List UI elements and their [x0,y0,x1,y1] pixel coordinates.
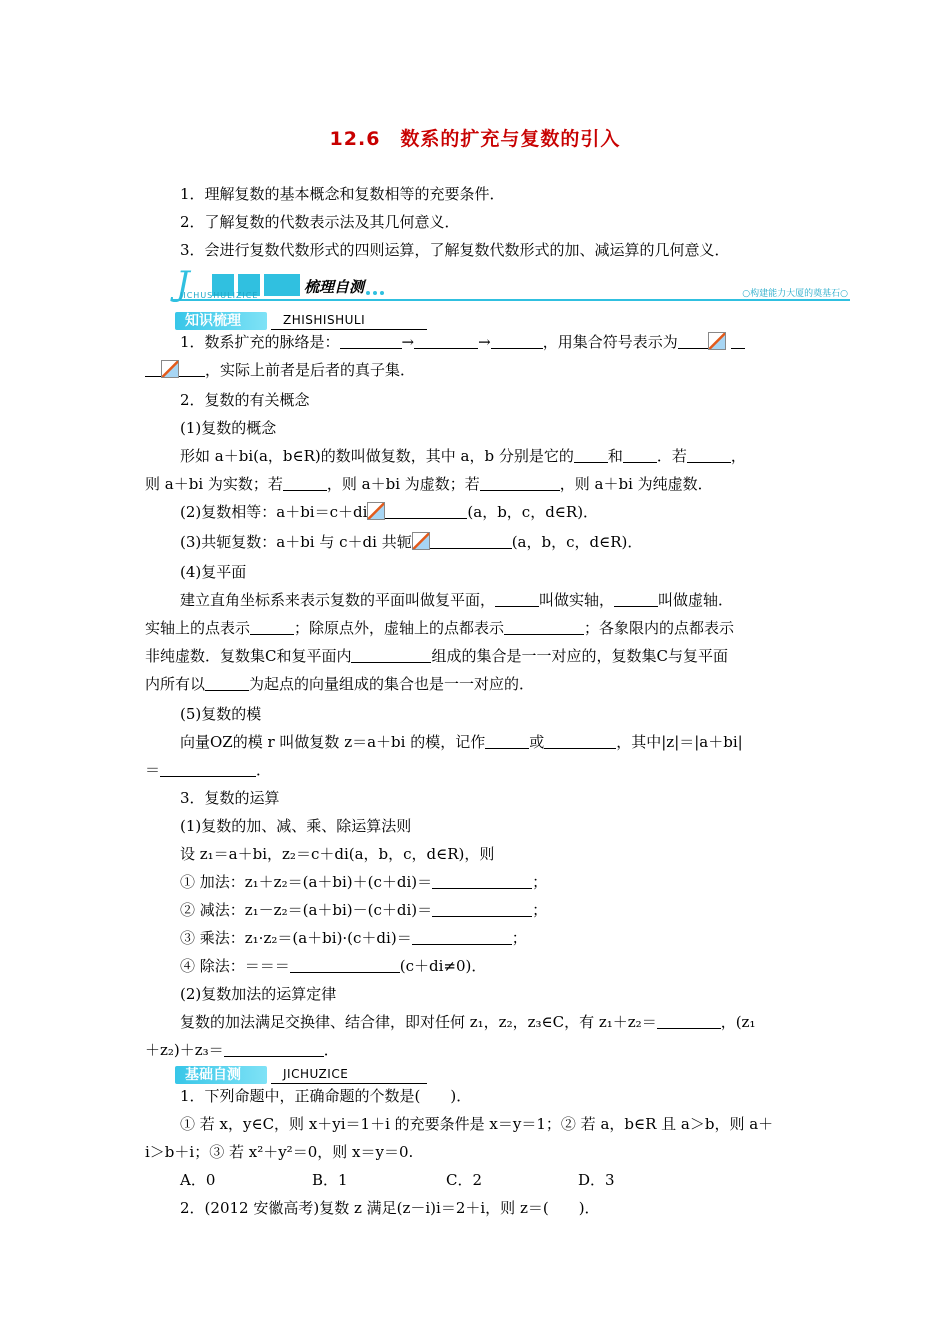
text-line: 复数的加法满足交换律、结合律，即对任何 z₁，z₂，z₃∈C，有 z₁＋z₂＝ ，(z₁ [180,1013,756,1031]
text-line: (3)共轭复数：a＋bi 与 c＋di 共轭 (a，b，c，d∈R)． [180,533,643,551]
text-line: ，实际上前者是后者的真子集． [145,360,415,380]
text-line: (2)复数相等：a＋bi＝c＋di (a，b，c，d∈R)． [180,503,599,521]
question-1-text: i＞b＋i；③ 若 x²＋y²＝0，则 x＝y＝0. [145,1143,414,1161]
question-1-text: ① 若 x，y∈C，则 x＋yi＝1＋i 的充要条件是 x＝y＝1；② 若 a，b∈R 且 a＞b，则 a＋ [180,1115,774,1133]
question-2: 2．(2012 安徽高考)复数 z 满足(z－i)i＝2＋i，则 z＝( )． [180,1199,600,1217]
broken-image-icon [367,502,385,520]
tag-underline [271,1083,427,1084]
text-line: ＝ ． [145,761,272,779]
objective-1: 1．理解复数的基本概念和复数相等的充要条件． [180,185,505,203]
tag-pinyin: ZHISHISHULI [283,313,366,327]
option-d: D．3 [578,1171,615,1189]
tag-pinyin: JICHUZICE [283,1067,349,1081]
text-line: 内所有以 为起点的向量组成的集合也是一一对应的． [145,675,535,693]
objective-2: 2．了解复数的代数表示法及其几何意义． [180,213,460,231]
text-line: 实轴上的点表示 ；除原点外，虚轴上的点都表示 ；各象限内的点都表示 [145,619,735,637]
text-line: 向量OZ的模 r 叫做复数 z＝a＋bi 的模，记作 或 ，其中|z|＝|a＋bi| [180,733,743,751]
section-tag-basic [175,1066,435,1084]
text-line: ① 加法：z₁＋z₂＝(a＋bi)＋(c＋di)＝ ； [180,873,548,891]
section-tag-knowledge [175,312,435,330]
text-line: (1)复数的加、减、乘、除运算法则 [180,817,412,835]
section-banner [172,264,850,306]
banner-letter: J [176,264,190,304]
text-line: 建立直角坐标系来表示复数的平面叫做复平面， 叫做实轴， 叫做虚轴． [180,591,734,609]
text-line: (2)复数加法的运算定律 [180,985,337,1003]
option-b: B．1 [312,1171,348,1189]
text-line: 3．复数的运算 [180,789,280,807]
text-line: (1)复数的概念 [180,419,277,437]
tag-label: 知识梳理 [185,313,241,329]
text-line: (5)复数的模 [180,705,262,723]
text-line: 则 a＋bi 为实数；若 ，则 a＋bi 为虚数；若 ，则 a＋bi 为纯虚数． [145,475,713,493]
text-line: 2．复数的有关概念 [180,391,310,409]
text-line: ④ 除法：＝＝＝ (c＋di≠0)． [180,957,487,975]
text-line: 1．数系扩充的脉络是： → → ，用集合符号表示为 [180,332,745,352]
broken-image-icon [412,532,430,550]
text-line: 设 z₁＝a＋bi，z₂＝c＋di(a，b，c，d∈R)，则 [180,845,495,863]
text-line: (4)复平面 [180,563,247,581]
text-line: 形如 a＋bi(a，b∈R)的数叫做复数，其中 a，b 分别是它的 和 ．若 ， [180,447,746,465]
banner-heading: 梳理自测 [304,278,365,296]
tag-label: 基础自测 [185,1067,241,1083]
option-c: C．2 [446,1171,483,1189]
option-a: A．0 [180,1171,216,1189]
page-title: 12.6 数系的扩充与复数的引入 [329,128,621,150]
text-line: 非纯虚数．复数集C和复平面内 组成的集合是一一对应的，复数集C与复平面 [145,647,728,665]
tag-underline [271,329,427,330]
text-line: ③ 乘法：z₁·z₂＝(a＋bi)·(c＋di)＝ ； [180,929,527,947]
text-line: ＋z₂)＋z₃＝ ． [145,1041,339,1059]
question-1: 1．下列命题中，正确命题的个数是( )． [180,1087,472,1105]
objective-3: 3．会进行复数代数形式的四则运算，了解复数代数形式的加、减运算的几何意义． [180,241,730,259]
text-line: ② 减法：z₁－z₂＝(a＋bi)－(c＋di)＝ ； [180,901,548,919]
broken-image-icon [708,332,726,350]
broken-image-icon [161,360,179,378]
banner-pinyin: JICHUSHULIZICE [180,291,259,300]
banner-slogan: ○构建能力大厦的奠基石○ [742,289,848,299]
